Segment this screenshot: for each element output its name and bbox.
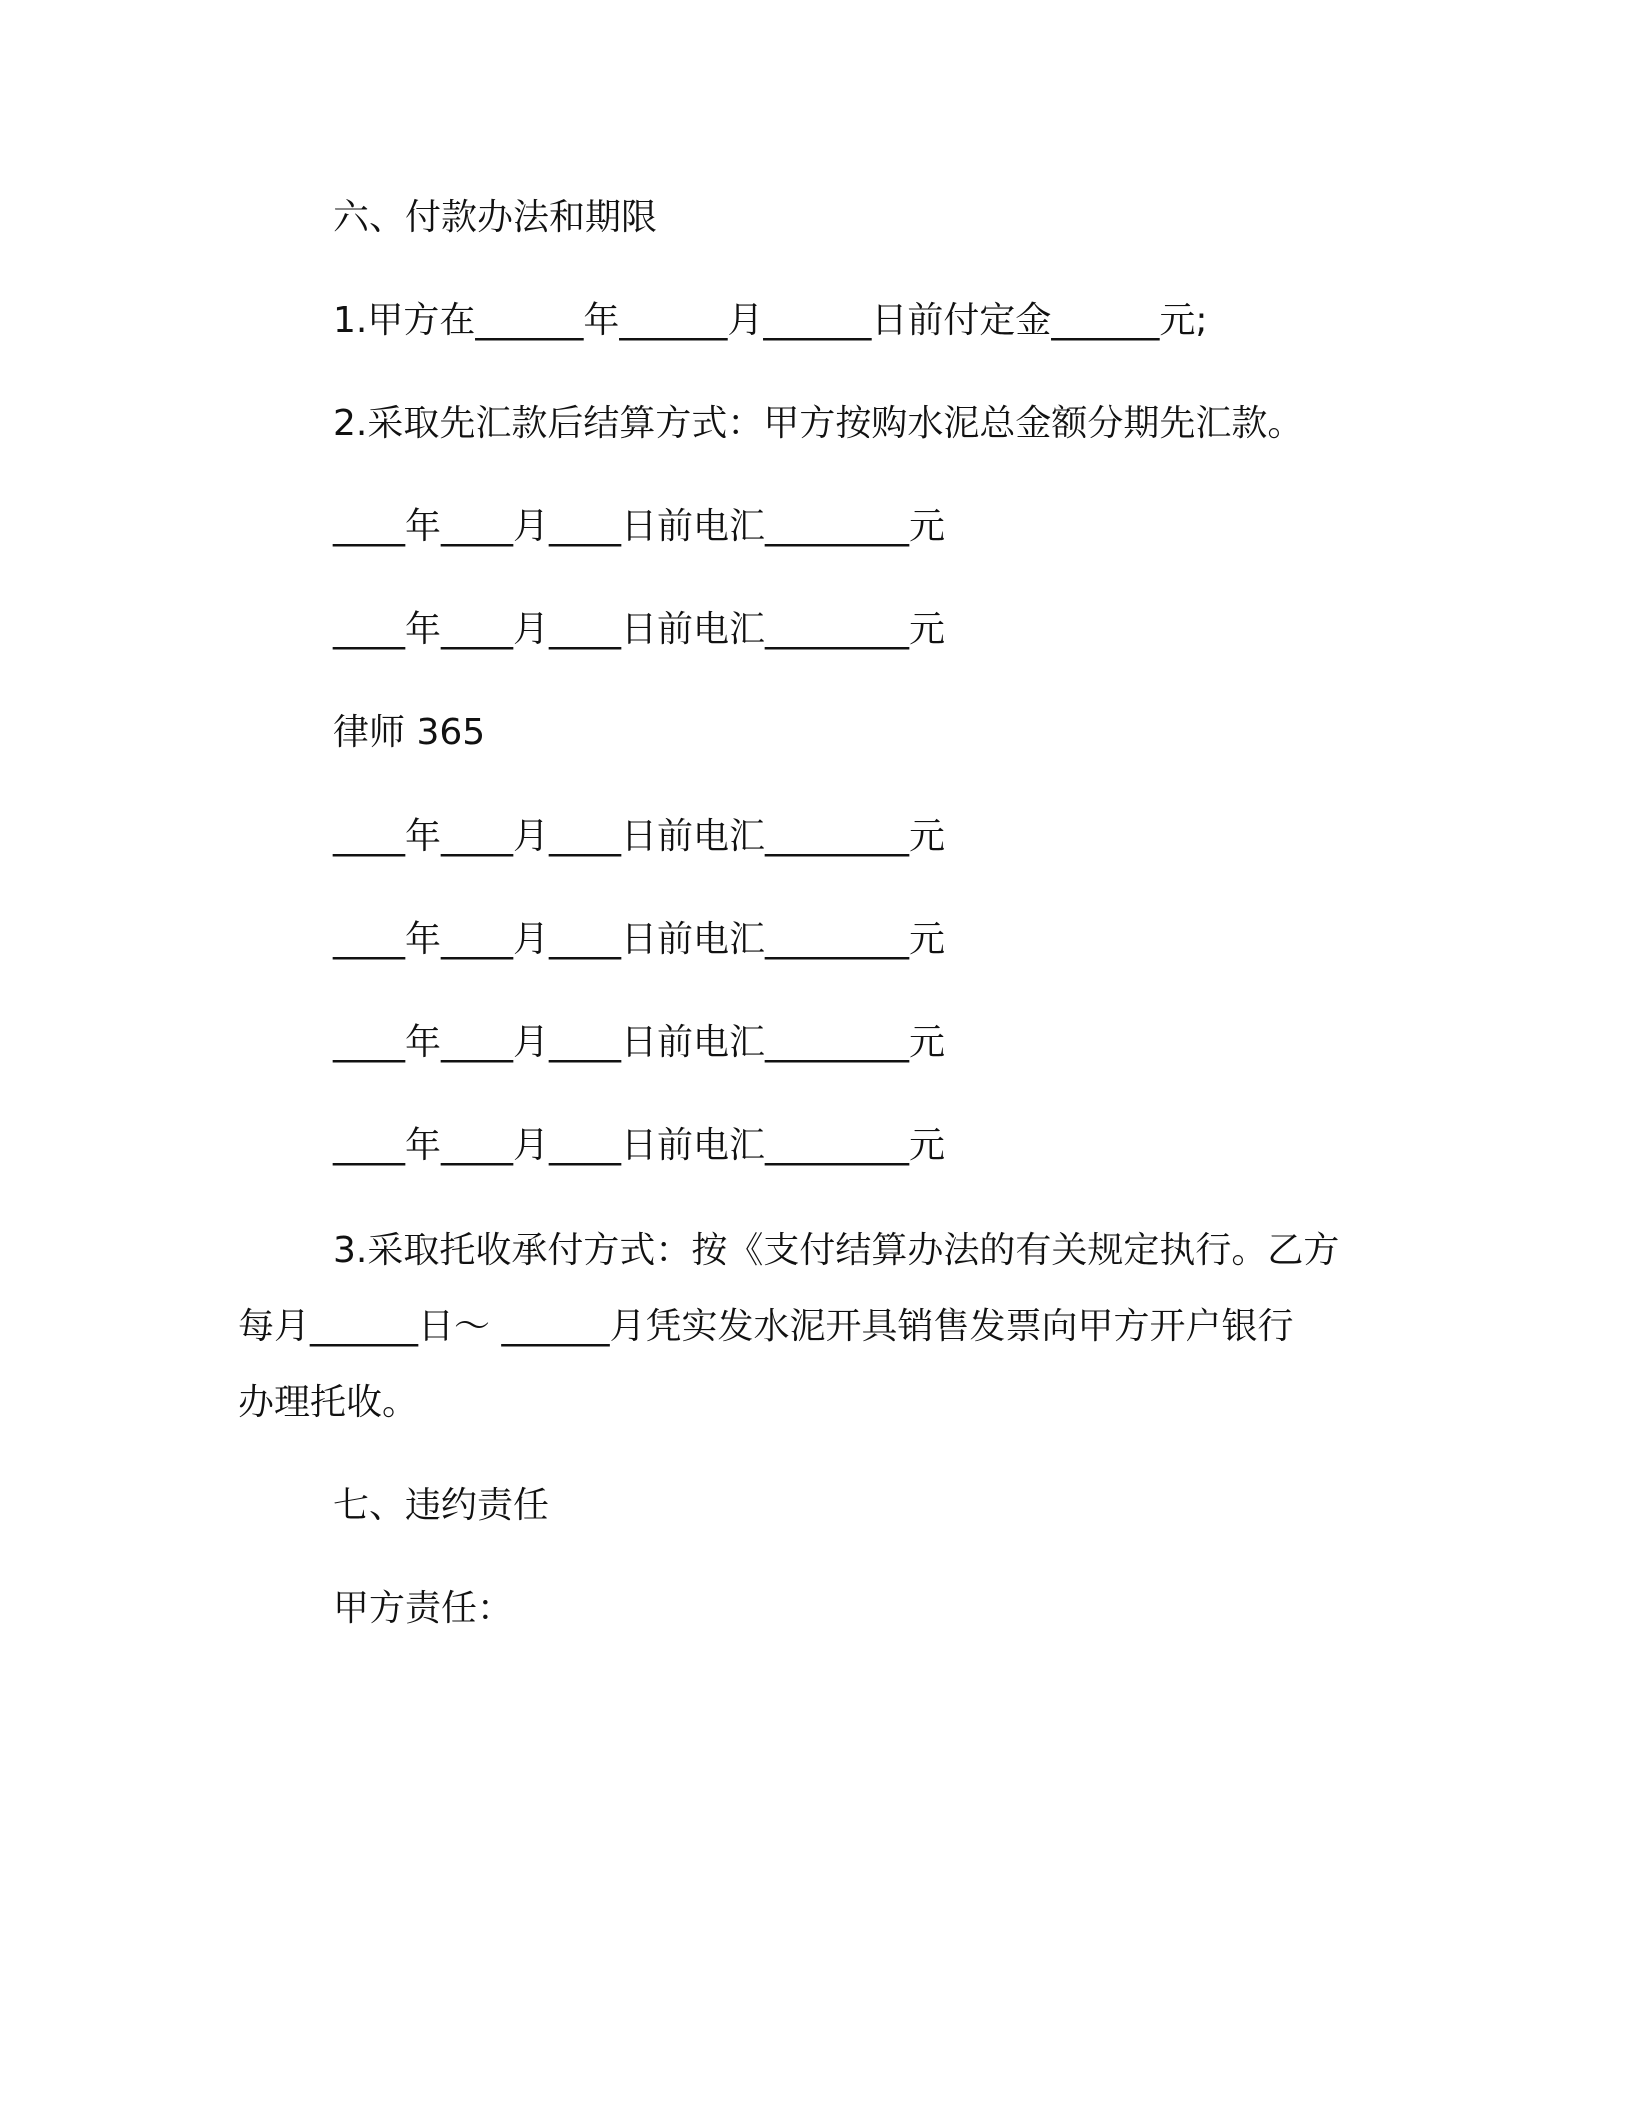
clause-3-collection-line-2: 每月______日～ ______月凭实发水泥开具销售发票向甲方开户银行 (238, 1306, 1294, 1347)
remittance-line: ____年____月____日前电汇________元 (333, 1125, 946, 1166)
section-6-heading: 六、付款办法和期限 (333, 197, 658, 238)
party-a-liability-heading: 甲方责任： (333, 1588, 514, 1629)
clause-3-collection-line-3: 办理托收。 (238, 1382, 419, 1423)
clause-2-advance-remittance: 2.采取先汇款后结算方式：甲方按购水泥总金额分期先汇款。 (333, 403, 1304, 444)
clause-3-collection-line-1: 3.采取托收承付方式：按《支付结算办法的有关规定执行。乙方 (333, 1230, 1340, 1271)
remittance-line: ____年____月____日前电汇________元 (333, 609, 946, 650)
clause-1-deposit: 1.甲方在______年______月______日前付定金______元; (333, 300, 1208, 341)
remittance-line: ____年____月____日前电汇________元 (333, 506, 946, 547)
remittance-line: ____年____月____日前电汇________元 (333, 816, 946, 857)
watermark-text: 律师 365 (333, 712, 486, 753)
remittance-line: ____年____月____日前电汇________元 (333, 1022, 946, 1063)
remittance-line: ____年____月____日前电汇________元 (333, 919, 946, 960)
section-7-heading: 七、违约责任 (333, 1485, 550, 1526)
